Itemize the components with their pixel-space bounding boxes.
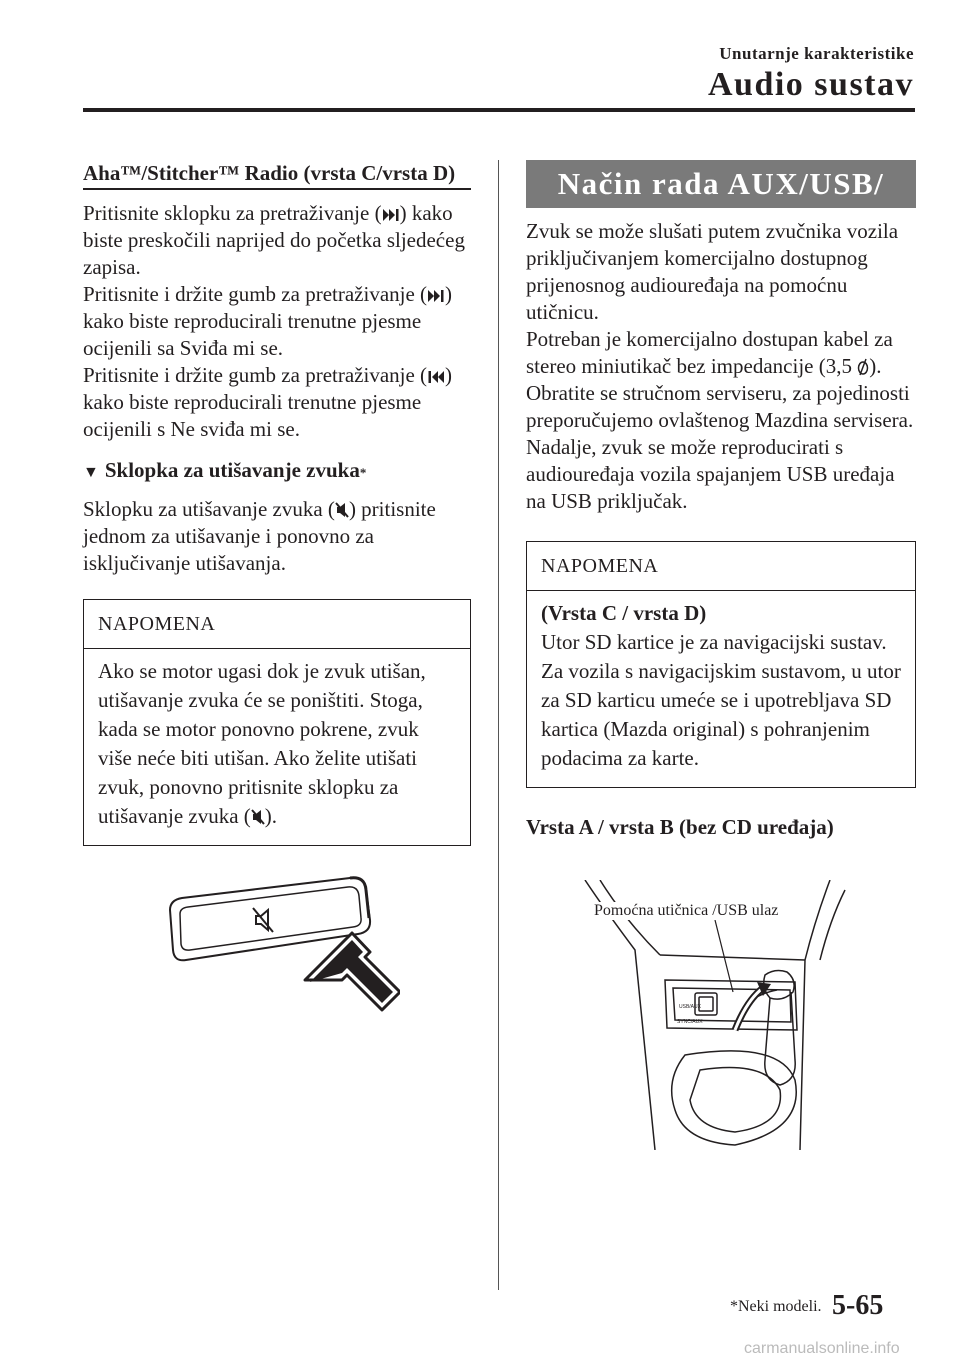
usb-paragraph: Nadalje, zvuk se može reproducirati s audiouređaja vozila spajanjem USB uređaja na USB priključak. bbox=[526, 435, 895, 513]
like-paragraph: Pritisnite i držite gumb za pretraživanje ( ) kako biste reproducirali trenutne pjesme ocijenili sa Sviđa mi se. bbox=[83, 282, 453, 360]
right-column bbox=[526, 160, 916, 841]
note-box-sd bbox=[526, 541, 916, 788]
note-body: Ako se motor ugasi dok je zvuk utišan, utišavanje zvuka će se poništiti. Stoga, kada se motor ponovno pokrene, zvuk više neće biti utišan. Ako želite utišati zvuk, ponovno pritisnite sklopku za utišavanje zvuka ( ). bbox=[98, 659, 426, 828]
svg-text:SYNC/AUX: SYNC/AUX bbox=[677, 1019, 703, 1025]
watermark: carmanualsonline.info bbox=[744, 1340, 900, 1357]
aux-usb-banner: Način rada AUX/USB/ bbox=[526, 160, 916, 208]
aha-stitcher-heading: Aha™/Stitcher™ Radio (vrsta C/vrsta D) bbox=[83, 160, 471, 190]
aux-usb-port-label: Pomoćna utičnica /USB ulaz bbox=[594, 902, 779, 919]
note-title: NAPOMENA bbox=[527, 542, 915, 591]
page-number: 5-65 bbox=[832, 1290, 884, 1321]
mute-button-illustration bbox=[160, 870, 400, 1020]
aux-intro-paragraph: Zvuk se može slušati putem zvučnika vozila priključivanjem komercijalno dostupnog prijenosnog audiouređaja na pomoćnu utičnicu. bbox=[526, 219, 899, 324]
header-rule bbox=[83, 108, 915, 112]
mute-switch-heading: ▼ Sklopka za utišavanje zvuka * bbox=[83, 457, 471, 486]
triangle-bullet-icon: ▼ bbox=[83, 464, 99, 481]
seek-forward-paragraph: Pritisnite sklopku za pretraživanje ( ) kako biste preskočili naprijed do početka sljedećeg zapisa. bbox=[83, 201, 465, 279]
page-title: Audio sustav bbox=[707, 66, 914, 103]
svg-text:USB/AUX: USB/AUX bbox=[679, 1004, 701, 1010]
seek-forward-icon bbox=[427, 288, 445, 304]
note-body bbox=[527, 591, 915, 787]
mute-paragraph: Sklopku za utišavanje zvuka ( ) pritisnite jednom za utišavanje i ponovno za isključivanje utišavanja. bbox=[83, 497, 436, 575]
console-aux-usb-illustration bbox=[565, 880, 865, 1150]
note-title: NAPOMENA bbox=[84, 600, 470, 649]
mute-icon bbox=[251, 808, 265, 826]
cable-paragraph: Potreban je komercijalno dostupan kabel za stereo miniutikač bez impedancije (3,5 ). Obratite se stručnom serviseru, za pojedinosti preporučujemo ovlaštenog Mazdina servisera. bbox=[526, 327, 914, 432]
column-divider bbox=[498, 160, 499, 1290]
footnote: *Neki modeli. bbox=[730, 1298, 822, 1315]
note-box-mute bbox=[83, 599, 471, 846]
mute-icon bbox=[335, 501, 349, 519]
figure-caption: Vrsta A / vrsta B (bez CD uređaja) bbox=[526, 815, 834, 839]
note-type-label: (Vrsta C / vrsta D) bbox=[541, 601, 707, 625]
seek-forward-icon bbox=[382, 207, 400, 223]
left-column bbox=[83, 160, 471, 846]
dislike-paragraph: Pritisnite i držite gumb za pretraživanje ( ) kako biste reproducirali trenutne pjesme ocijenili s Ne sviđa mi se. bbox=[83, 363, 453, 441]
seek-backward-icon bbox=[427, 369, 445, 385]
header-section: Unutarnje karakteristike bbox=[719, 44, 914, 63]
diameter-icon bbox=[857, 358, 869, 376]
note-sd-text: Utor SD kartice je za navigacijski sustav. Za vozila s navigacijskim sustavom, u utor za SD karticu umeće se i upotrebljava SD kartica (Mazda original) s pohranjenim podacima za karte. bbox=[541, 630, 901, 770]
